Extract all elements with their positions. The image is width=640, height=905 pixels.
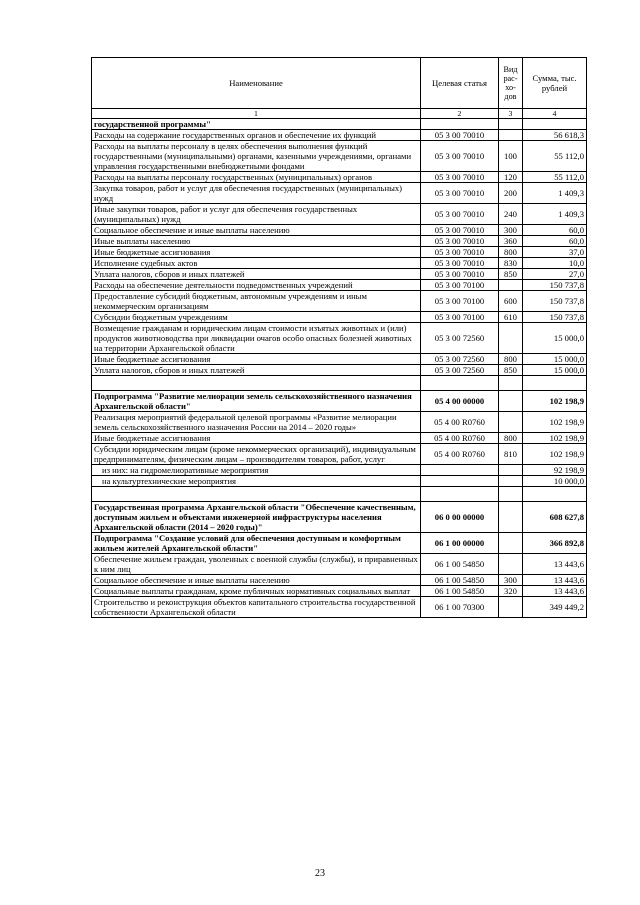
table-column-numbers-row	[92, 109, 587, 119]
table-row	[92, 323, 587, 354]
table-row	[92, 476, 587, 487]
row-name: Иные закупки товаров, работ и услуг для обеспечения государственных (муниципальных) нужд	[92, 204, 421, 225]
table-row	[92, 236, 587, 247]
table-row	[92, 291, 587, 312]
table-row	[92, 391, 587, 412]
table-row	[92, 444, 587, 465]
row-target-code: 05 3 00 72560	[421, 365, 499, 376]
table-row	[92, 258, 587, 269]
header-name: Наименование	[92, 58, 421, 109]
row-target-code: 06 1 00 70300	[421, 597, 499, 618]
row-expense-kind	[499, 487, 523, 502]
row-expense-kind	[499, 376, 523, 391]
table-row	[92, 247, 587, 258]
table-row	[92, 376, 587, 391]
row-sum: 15 000,0	[523, 354, 587, 365]
row-sum	[523, 119, 587, 130]
row-expense-kind	[499, 391, 523, 412]
row-sum: 102 198,9	[523, 444, 587, 465]
row-name: Подпрограмма "Создание условий для обеспечения доступным и комфортным жильем жителей Архангельской области"	[92, 533, 421, 554]
row-name: Возмещение гражданам и юридическим лицам стоимости изъятых животных и (или) продуктов животноводства при ликвидации очагов особо опасных болезней животных на территории Архангельской области	[92, 323, 421, 354]
row-target-code: 05 3 00 72560	[421, 323, 499, 354]
row-name: Уплата налогов, сборов и иных платежей	[92, 269, 421, 280]
row-sum: 15 000,0	[523, 365, 587, 376]
row-expense-kind	[499, 130, 523, 141]
row-name: Субсидии бюджетным учреждениям	[92, 312, 421, 323]
row-target-code: 05 3 00 70010	[421, 204, 499, 225]
budget-table	[91, 57, 587, 618]
table-row	[92, 502, 587, 533]
row-sum: 102 198,9	[523, 412, 587, 433]
row-expense-kind: 800	[499, 354, 523, 365]
table-row	[92, 141, 587, 172]
row-target-code: 06 1 00 54850	[421, 575, 499, 586]
row-name: Уплата налогов, сборов и иных платежей	[92, 365, 421, 376]
row-sum: 10 000,0	[523, 476, 587, 487]
row-target-code	[421, 119, 499, 130]
budget-table-body	[92, 58, 587, 618]
row-target-code: 05 4 00 R0760	[421, 412, 499, 433]
row-expense-kind	[499, 119, 523, 130]
row-target-code	[421, 465, 499, 476]
row-expense-kind	[499, 597, 523, 618]
row-sum: 1 409,3	[523, 204, 587, 225]
row-expense-kind: 810	[499, 444, 523, 465]
row-sum	[523, 376, 587, 391]
row-name: Реализация мероприятий федеральной целевой программы «Развитие мелиорации земель сельскохозяйственного назначения России на 2014 – 2020 годы»	[92, 412, 421, 433]
row-expense-kind	[499, 554, 523, 575]
row-sum: 37,0	[523, 247, 587, 258]
row-sum: 13 443,6	[523, 586, 587, 597]
row-expense-kind: 320	[499, 586, 523, 597]
row-expense-kind	[499, 533, 523, 554]
row-sum: 60,0	[523, 236, 587, 247]
table-row	[92, 225, 587, 236]
header-code: Целевая статья	[421, 58, 499, 109]
row-name: Субсидии юридическим лицам (кроме некоммерческих организаций), индивидуальным предпринимателям, физическим лицам – производителям товаров, работ, услуг	[92, 444, 421, 465]
row-target-code: 06 0 00 00000	[421, 502, 499, 533]
row-sum: 1 409,3	[523, 183, 587, 204]
row-target-code: 06 1 00 54850	[421, 554, 499, 575]
row-sum: 102 198,9	[523, 433, 587, 444]
row-target-code: 05 3 00 70010	[421, 236, 499, 247]
table-row	[92, 130, 587, 141]
row-expense-kind: 300	[499, 225, 523, 236]
row-name: Расходы на выплаты персоналу государственных (муниципальных) органов	[92, 172, 421, 183]
row-name: Исполнение судебных актов	[92, 258, 421, 269]
row-sum: 150 737,8	[523, 312, 587, 323]
row-name: Социальное обеспечение и иные выплаты населению	[92, 575, 421, 586]
row-sum: 13 443,6	[523, 554, 587, 575]
row-target-code: 05 3 00 70100	[421, 291, 499, 312]
row-sum: 150 737,8	[523, 291, 587, 312]
table-row	[92, 172, 587, 183]
row-expense-kind	[499, 323, 523, 354]
row-name	[92, 487, 421, 502]
page-number: 23	[315, 868, 325, 879]
row-expense-kind: 200	[499, 183, 523, 204]
row-name	[92, 376, 421, 391]
row-name: Расходы на выплаты персоналу в целях обеспечения выполнения функций государственными (муниципальными) органами, казенными учреждениями, органами управления государственными внебюджетными фондами	[92, 141, 421, 172]
row-sum: 608 627,8	[523, 502, 587, 533]
row-name: на культуртехнические мероприятия	[92, 476, 421, 487]
row-sum: 55 112,0	[523, 172, 587, 183]
row-target-code	[421, 487, 499, 502]
row-target-code: 05 3 00 70010	[421, 130, 499, 141]
row-target-code: 05 4 00 R0760	[421, 433, 499, 444]
row-expense-kind: 360	[499, 236, 523, 247]
table-row	[92, 269, 587, 280]
row-expense-kind: 800	[499, 433, 523, 444]
table-row	[92, 575, 587, 586]
row-target-code: 05 3 00 70010	[421, 258, 499, 269]
row-name: Подпрограмма "Развитие мелиорации земель сельскохозяйственного назначения Архангельской области"	[92, 391, 421, 412]
row-name: Закупка товаров, работ и услуг для обеспечения государственных (муниципальных) нужд	[92, 183, 421, 204]
row-target-code: 05 4 00 R0760	[421, 444, 499, 465]
row-expense-kind	[499, 412, 523, 433]
row-target-code: 06 1 00 54850	[421, 586, 499, 597]
column-number-4: 4	[523, 109, 587, 119]
row-sum	[523, 487, 587, 502]
row-expense-kind	[499, 280, 523, 291]
header-kind: Вид рас-хо-дов	[499, 58, 523, 109]
row-name: Расходы на содержание государственных органов и обеспечение их функций	[92, 130, 421, 141]
column-number-2: 2	[421, 109, 499, 119]
table-row	[92, 204, 587, 225]
row-sum: 27,0	[523, 269, 587, 280]
row-sum: 92 198,9	[523, 465, 587, 476]
row-expense-kind: 120	[499, 172, 523, 183]
row-target-code: 05 3 00 70010	[421, 141, 499, 172]
table-row	[92, 183, 587, 204]
table-row	[92, 597, 587, 618]
row-expense-kind	[499, 465, 523, 476]
row-target-code: 05 3 00 72560	[421, 354, 499, 365]
row-target-code: 05 3 00 70010	[421, 247, 499, 258]
row-target-code	[421, 476, 499, 487]
row-name: Расходы на обеспечение деятельности подведомственных учреждений	[92, 280, 421, 291]
row-name: Иные бюджетные ассигнования	[92, 247, 421, 258]
row-sum: 60,0	[523, 225, 587, 236]
row-target-code: 06 1 00 00000	[421, 533, 499, 554]
row-target-code: 05 3 00 70010	[421, 172, 499, 183]
row-expense-kind: 850	[499, 365, 523, 376]
table-row	[92, 365, 587, 376]
row-expense-kind: 830	[499, 258, 523, 269]
row-expense-kind: 300	[499, 575, 523, 586]
table-row	[92, 465, 587, 476]
table-row	[92, 554, 587, 575]
row-sum: 366 892,8	[523, 533, 587, 554]
table-row	[92, 280, 587, 291]
row-sum: 10,0	[523, 258, 587, 269]
row-target-code: 05 3 00 70100	[421, 280, 499, 291]
row-target-code: 05 3 00 70100	[421, 312, 499, 323]
column-number-1: 1	[92, 109, 421, 119]
row-expense-kind: 850	[499, 269, 523, 280]
table-row	[92, 119, 587, 130]
row-target-code: 05 3 00 70010	[421, 269, 499, 280]
row-sum: 56 618,3	[523, 130, 587, 141]
row-name: Иные бюджетные ассигнования	[92, 433, 421, 444]
row-expense-kind: 240	[499, 204, 523, 225]
row-sum: 349 449,2	[523, 597, 587, 618]
row-sum: 150 737,8	[523, 280, 587, 291]
row-name: Государственная программа Архангельской области "Обеспечение качественным, доступным жильем и объектами инженерной инфраструктуры населения Архангельской области (2014 – 2020 годы)"	[92, 502, 421, 533]
row-target-code: 05 3 00 70010	[421, 225, 499, 236]
row-expense-kind: 600	[499, 291, 523, 312]
row-expense-kind	[499, 476, 523, 487]
row-name: государственной программы"	[92, 119, 421, 130]
row-expense-kind: 610	[499, 312, 523, 323]
table-row	[92, 312, 587, 323]
row-name: Обеспечение жильем граждан, уволенных с военной службы (службы), и приравненных к ним лиц	[92, 554, 421, 575]
row-name: Социальное обеспечение и иные выплаты населению	[92, 225, 421, 236]
row-sum: 102 198,9	[523, 391, 587, 412]
row-sum: 55 112,0	[523, 141, 587, 172]
row-name: Иные бюджетные ассигнования	[92, 354, 421, 365]
row-target-code: 05 4 00 00000	[421, 391, 499, 412]
table-row	[92, 533, 587, 554]
row-target-code	[421, 376, 499, 391]
table-row	[92, 586, 587, 597]
table-header-row	[92, 58, 587, 109]
table-row	[92, 412, 587, 433]
row-name: из них: на гидромелиоративные мероприятия	[92, 465, 421, 476]
row-sum: 15 000,0	[523, 323, 587, 354]
row-name: Социальные выплаты гражданам, кроме публичных нормативных социальных выплат	[92, 586, 421, 597]
row-name: Строительство и реконструкция объектов капитального строительства государственной собственности Архангельской области	[92, 597, 421, 618]
row-expense-kind: 800	[499, 247, 523, 258]
table-row	[92, 487, 587, 502]
table-row	[92, 433, 587, 444]
row-name: Иные выплаты населению	[92, 236, 421, 247]
column-number-3: 3	[499, 109, 523, 119]
row-expense-kind	[499, 502, 523, 533]
table-row	[92, 354, 587, 365]
row-name: Предоставление субсидий бюджетным, автономным учреждениям и иным некоммерческим организациям	[92, 291, 421, 312]
row-target-code: 05 3 00 70010	[421, 183, 499, 204]
row-expense-kind: 100	[499, 141, 523, 172]
row-sum: 13 443,6	[523, 575, 587, 586]
header-sum: Сумма, тыс. рублей	[523, 58, 587, 109]
